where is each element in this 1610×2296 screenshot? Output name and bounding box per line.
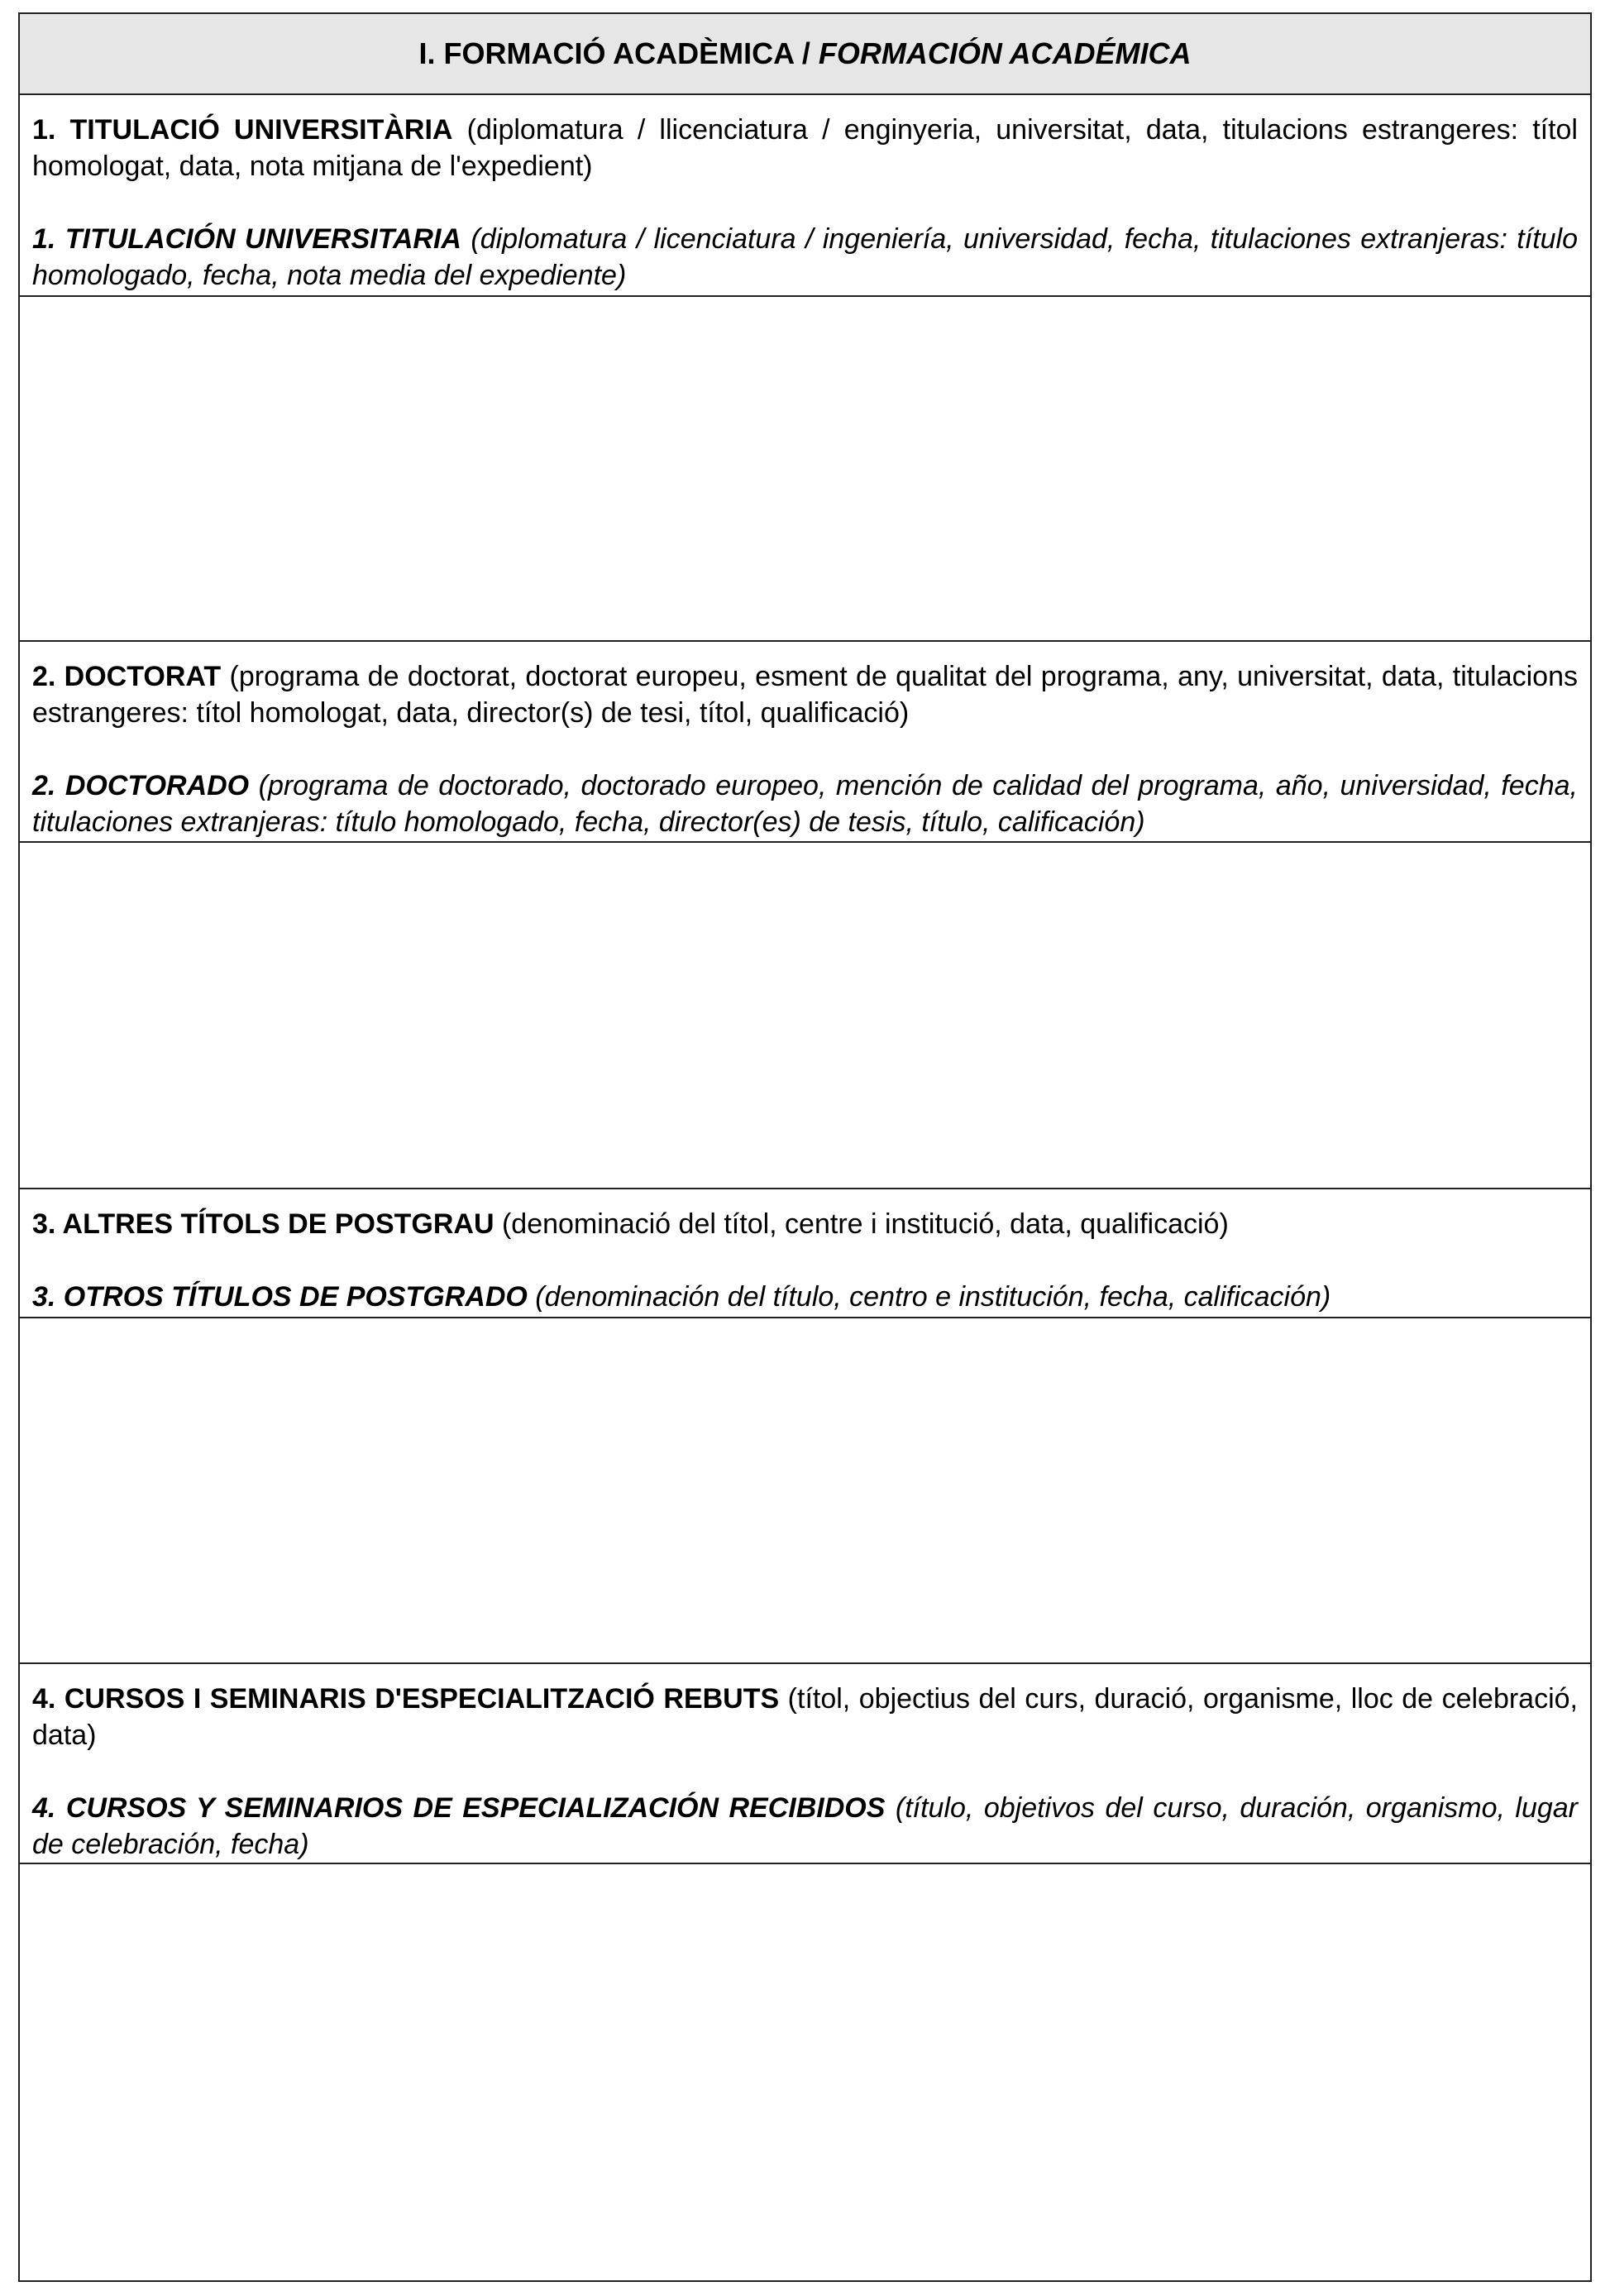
section-3-title-es: 3. OTROS TÍTULOS DE POSTGRADO: [32, 1281, 528, 1313]
section-header: [20, 14, 1590, 95]
section-2-catalan: [32, 658, 1578, 731]
section-3-catalan: [32, 1206, 1578, 1242]
section-4-label: [20, 1664, 1590, 1864]
section-1-desc-ca: (diplomatura / llicenciatura / enginyeria, universitat, data, titulacions estrangeres: títol homologat, data, nota mitjana de l'expedient): [32, 114, 1578, 182]
section-3-title-ca: 3. ALTRES TÍTOLS DE POSTGRAU: [32, 1208, 494, 1240]
section-3-desc-es: (denominación del título, centro e institución, fecha, calificación): [527, 1281, 1331, 1313]
section-2-label: [20, 642, 1590, 843]
section-1-entry-field[interactable]: [20, 297, 1590, 642]
section-2-spanish: [32, 768, 1578, 840]
section-3-entry-field[interactable]: [20, 1318, 1590, 1664]
section-2-desc-es: (programa de doctorado, doctorado europeo, mención de calidad del programa, año, universidad, fecha, titulaciones extranjeras: título homologado, fecha, director(es) de tesis, título, calificación): [32, 770, 1578, 838]
section-2-title-ca: 2. DOCTORAT: [32, 661, 222, 692]
section-4-spanish: [32, 1790, 1578, 1863]
section-1-title-ca: 1. TITULACIÓ UNIVERSITÀRIA: [32, 114, 453, 146]
section-4-title-es: 4. CURSOS Y SEMINARIOS DE ESPECIALIZACIÓN RECIBIDOS: [32, 1792, 886, 1824]
section-1-title-es: 1. TITULACIÓN UNIVERSITARIA: [32, 223, 461, 255]
academic-training-form: [18, 12, 1592, 2282]
section-3-desc-ca: (denominació del títol, centre i institució, data, qualificació): [494, 1208, 1229, 1240]
section-1-label: [20, 95, 1590, 297]
section-4-catalan: [32, 1681, 1578, 1753]
section-4-desc-es: (título, objetivos del curso, duración, organismo, lugar de celebración, fecha): [32, 1792, 1578, 1860]
header-title-ca: I. FORMACIÓ ACADÈMICA /: [418, 36, 810, 70]
section-1-spanish: [32, 221, 1578, 294]
section-4-title-ca: 4. CURSOS I SEMINARIS D'ESPECIALITZACIÓ REBUTS: [32, 1683, 780, 1715]
section-1-catalan: [32, 112, 1578, 184]
section-2-title-es: 2. DOCTORADO: [32, 770, 250, 801]
section-4-entry-field[interactable]: [20, 1864, 1590, 2280]
section-2-desc-ca: (programa de doctorat, doctorat europeu, esment de qualitat del programa, any, universitat, data, titulacions estrangeres: títol homologat, data, director(s) de tesi, títol, qualificació): [32, 661, 1578, 729]
section-4-desc-ca: (títol, objectius del curs, duració, organisme, lloc de celebració, data): [32, 1683, 1578, 1751]
header-title-es: FORMACIÓN ACADÉMICA: [818, 36, 1192, 70]
section-1-desc-es: (diplomatura / licenciatura / ingeniería, universidad, fecha, titulaciones extranjeras: título homologado, fecha, nota media del expediente): [32, 223, 1579, 291]
section-3-spanish: [32, 1279, 1578, 1315]
section-2-entry-field[interactable]: [20, 843, 1590, 1189]
section-3-label: [20, 1189, 1590, 1318]
